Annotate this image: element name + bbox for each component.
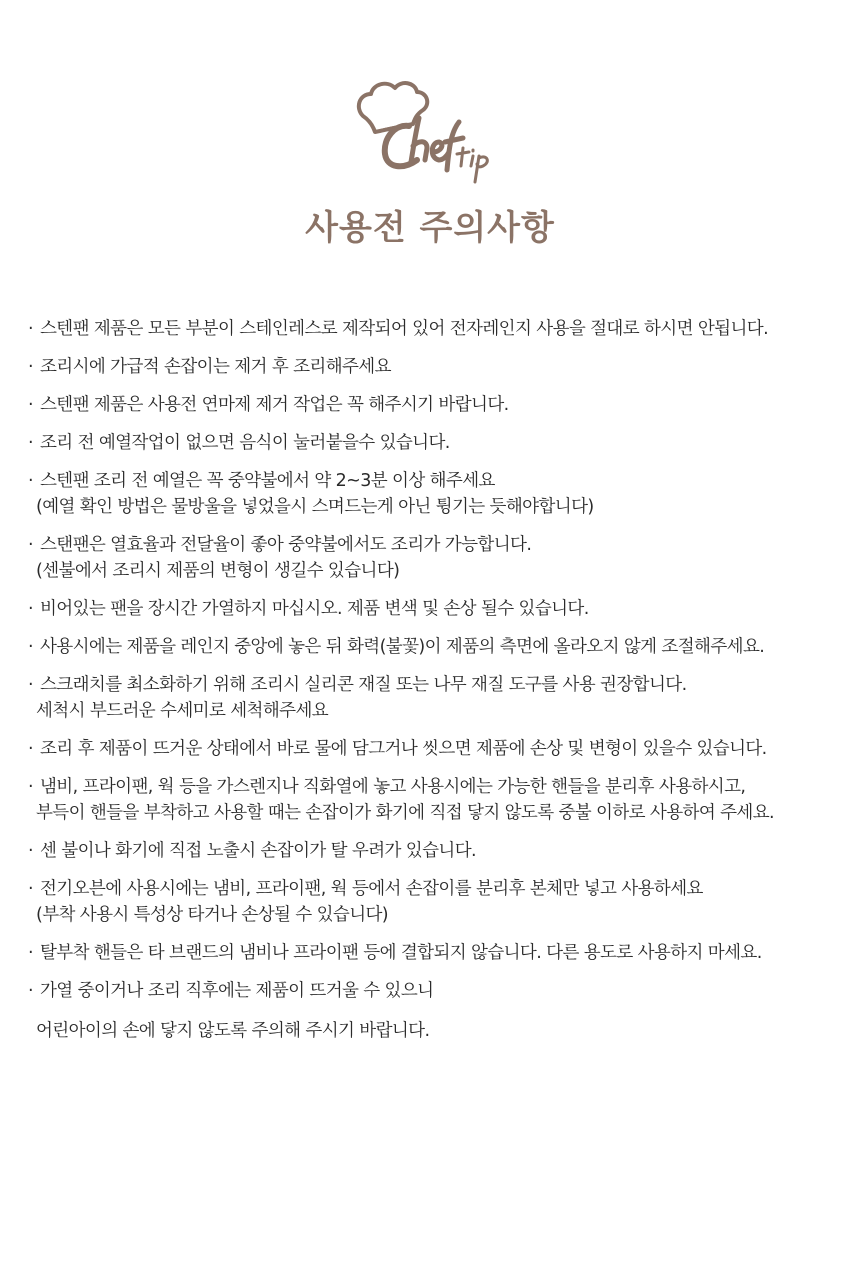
caution-text: 스탠팬은 열효율과 전달율이 좋아 중약불에서도 조리가 가능합니다. — [40, 535, 532, 555]
caution-item — [28, 316, 848, 342]
bullet-mark: · — [28, 599, 33, 619]
chef-hat-icon — [355, 78, 505, 188]
bullet-mark: · — [28, 637, 33, 657]
bullet-mark: · — [28, 943, 33, 963]
caution-item — [28, 736, 848, 762]
page-title: 사용전 주의사항 — [305, 208, 555, 248]
caution-item — [28, 940, 848, 966]
caution-text: 사용시에는 제품을 레인지 중앙에 놓은 뒤 화력(불꽃)이 제품의 측면에 올라오지 않게 조절해주세요. — [40, 637, 765, 657]
caution-text: 가열 중이거나 조리 직후에는 제품이 뜨거울 수 있으니 — [40, 981, 434, 1001]
caution-text-continued: 세척시 부드러운 수세미로 세척해주세요 — [36, 701, 329, 721]
caution-item — [28, 838, 848, 864]
caution-text: 스텐팬 제품은 모든 부분이 스테인레스로 제작되어 있어 전자레인지 사용을 절대로 하시면 안됩니다. — [40, 319, 769, 339]
caution-item — [28, 634, 848, 660]
caution-item — [28, 532, 848, 584]
bullet-mark: · — [28, 471, 33, 491]
caution-list — [28, 316, 848, 1056]
bullet-mark: · — [28, 675, 33, 695]
caution-text-continued: (센불에서 조리시 제품의 변형이 생길수 있습니다) — [36, 561, 400, 581]
caution-text-continued: 부득이 핸들을 부착하고 사용할 때는 손잡이가 화기에 직접 닿지 않도록 중불 이하로 사용하여 주세요. — [36, 803, 774, 823]
caution-text: 조리 후 제품이 뜨거운 상태에서 바로 물에 담그거나 씻으면 제품에 손상 및 변형이 있을수 있습니다. — [40, 739, 767, 759]
bullet-mark: · — [28, 395, 33, 415]
caution-text: 스크래치를 최소화하기 위해 조리시 실리콘 재질 또는 나무 재질 도구를 사용 권장합니다. — [40, 675, 687, 695]
caution-item — [28, 876, 848, 928]
chef-tip-logo — [355, 78, 505, 188]
caution-text-continued: (예열 확인 방법은 물방울을 넣었을시 스며드는게 아닌 튕기는 듯해야합니다) — [36, 497, 594, 517]
caution-text-continued: 어린아이의 손에 닿지 않도록 주의해 주시기 바랍니다. — [36, 1021, 430, 1041]
bullet-mark: · — [28, 433, 33, 453]
caution-text: 스텐팬 제품은 사용전 연마제 제거 작업은 꼭 해주시기 바랍니다. — [40, 395, 509, 415]
caution-text: 조리시에 가급적 손잡이는 제거 후 조리해주세요 — [40, 357, 391, 377]
caution-item — [28, 672, 848, 724]
bullet-mark: · — [28, 319, 33, 339]
bullet-mark: · — [28, 777, 33, 797]
caution-item — [28, 774, 848, 826]
bullet-mark: · — [28, 739, 33, 759]
caution-item — [28, 354, 848, 380]
caution-text: 센 불이나 화기에 직접 노출시 손잡이가 탈 우려가 있습니다. — [40, 841, 476, 861]
bullet-mark: · — [28, 357, 33, 377]
caution-text-continued: (부착 사용시 특성상 타거나 손상될 수 있습니다) — [36, 905, 389, 925]
caution-item — [28, 468, 848, 520]
caution-item — [28, 392, 848, 418]
caution-text: 비어있는 팬을 장시간 가열하지 마십시오. 제품 변색 및 손상 될수 있습니다. — [40, 599, 589, 619]
bullet-mark: · — [28, 981, 33, 1001]
bullet-mark: · — [28, 535, 33, 555]
caution-text: 전기오븐에 사용시에는 냄비, 프라이팬, 웍 등에서 손잡이를 분리후 본체만 넣고 사용하세요 — [40, 879, 703, 899]
caution-item — [28, 978, 848, 1044]
caution-text: 스텐팬 조리 전 예열은 꼭 중약불에서 약 2~3분 이상 해주세요 — [40, 471, 495, 491]
caution-item — [28, 596, 848, 622]
caution-text: 탈부착 핸들은 타 브랜드의 냄비나 프라이팬 등에 결합되지 않습니다. 다른 용도로 사용하지 마세요. — [40, 943, 762, 963]
bullet-mark: · — [28, 879, 33, 899]
caution-text: 냄비, 프라이팬, 웍 등을 가스렌지나 직화열에 놓고 사용시에는 가능한 핸들을 분리후 사용하시고, — [40, 777, 746, 797]
caution-item — [28, 430, 848, 456]
caution-text: 조리 전 예열작업이 없으면 음식이 눌러붙을수 있습니다. — [40, 433, 450, 453]
bullet-mark: · — [28, 841, 33, 861]
